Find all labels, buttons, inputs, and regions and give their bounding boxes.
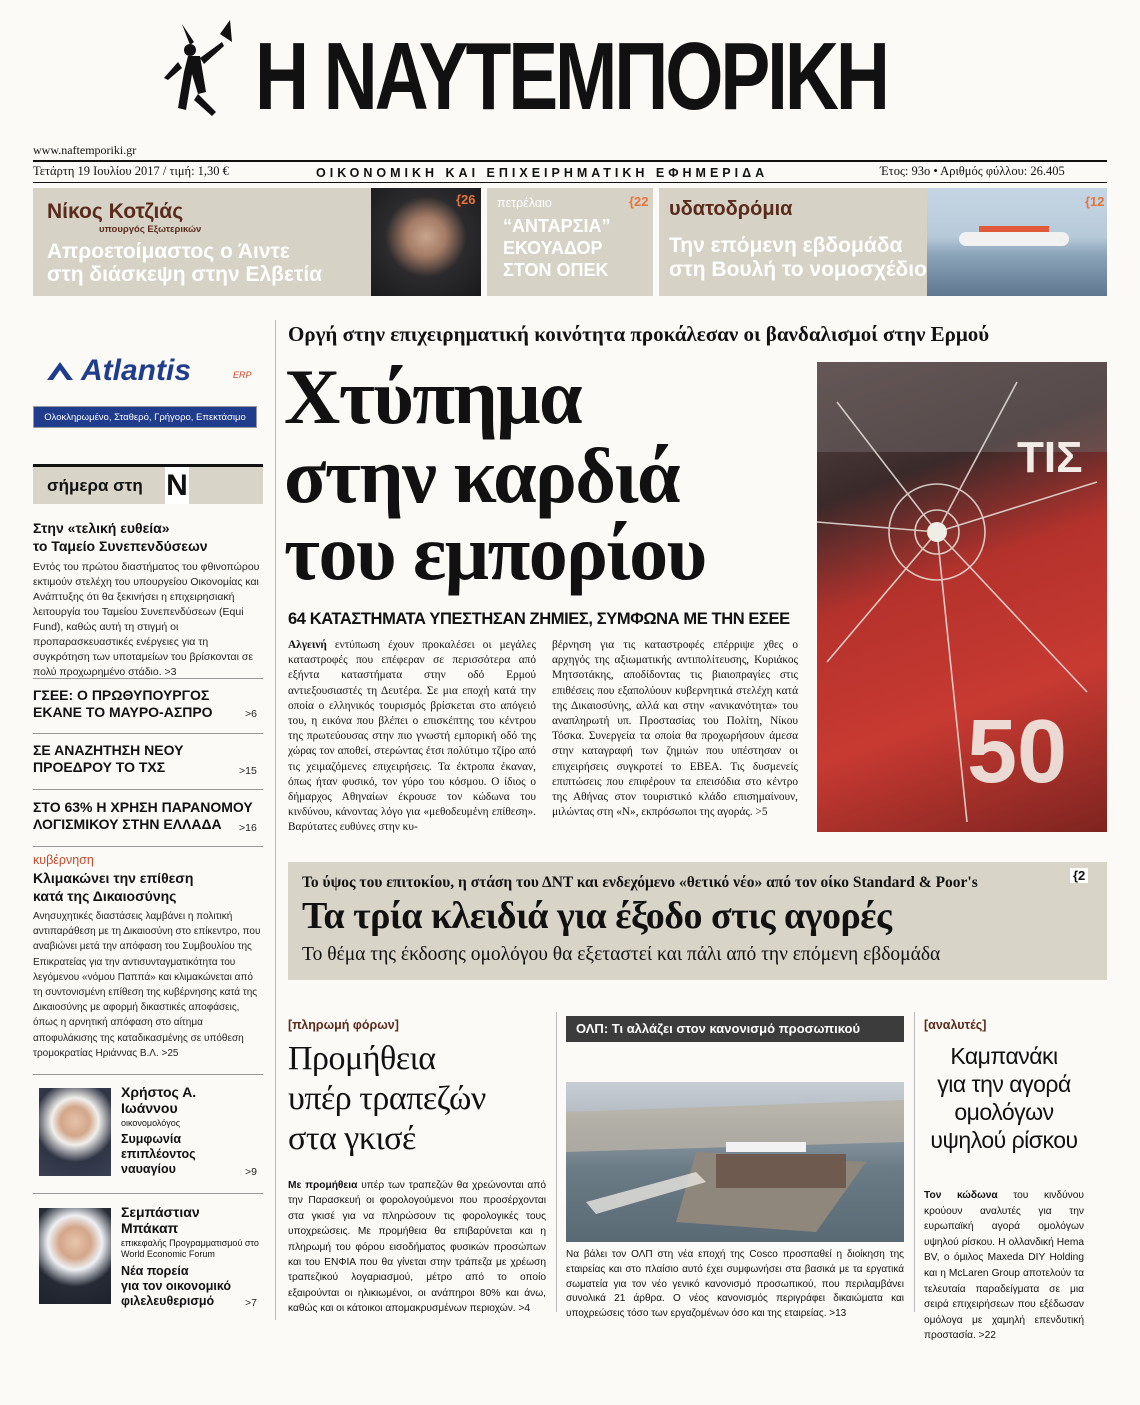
hermes-logo (160, 12, 235, 132)
brief-line: ΠΡΟΕΔΡΟΥ ΤΟ ΤΧΣ (33, 759, 166, 775)
teaser-ref: {26 (456, 192, 476, 207)
teaser-seaplanes[interactable] (659, 188, 1107, 296)
columnist-title: φιλελευθερισμό (121, 1294, 215, 1308)
newspaper-subtitle: ΟΙΚΟΝΟΜΙΚΗ ΚΑΙ ΕΠΙΧΕΙΡΗΜΑΤΙΚΗ ΕΦΗΜΕΡΙΔΑ (316, 166, 769, 180)
columnist-title: Συμφωνία (121, 1132, 182, 1146)
lead-headline[interactable]: του εμπορίου (284, 509, 706, 596)
brief-line: ΕΚΑΝΕ ΤΟ ΜΑΥΡΟ-ΑΣΠΡΟ (33, 704, 213, 720)
lead-text: εντύπωση έχουν προκαλέσει οι μεγάλες καταστροφές που επέφεραν σε περισσότερα από εξήντα καταστήματα στην οδό Ερμού αντιεξουσιαστές τη Δευτέρα. Σε μια εποχή κατά την οποία ο ελληνικός τουρισμός βρίσκεται στο απόγειό του, η εικόνα που βλέπει ο επισκέπτης του κέντρου της πρωτεύουσας στην πιο γνωστή εμπορική οδό της χώρας τον αποθεί, στερώντας έτσι πολύτιμο τζίρο από τις χειμαζόμενες επιχειρήσεις. Τα έκτροπα έκαναν, όπως ήταν φυσικό, τον γύρο του κόσμου. Ο ίδιος ο δήμαρχος Αθηναίων έκρουσε τον κώδωνα του κινδύνου, κάνοντας λόγο για «μεθοδευμένη επίθεση». Βαρύτατες ευθύνες στην κυ- (288, 639, 536, 834)
column-divider (914, 1012, 915, 1312)
teaser-headline: στη Βουλή το νομοσχέδιο (669, 258, 927, 281)
avatar (39, 1088, 111, 1176)
story-body: υπέρ των τραπεζών θα χρεώνονται από την Παρασκευή οι φορολογούμενοι που προσέρχονται στα γκισέ για να πληρώσουν τις φορολογικές τους υποχρεώσεις. Με προμήθεια θα επιβαρύνεται και η πληρωμή του φόρου εισοδήματος φυσικών προσώπων και του ΕΝΦΙΑ που θα γίνεται στην τράπεζα με χρέωση τραπεζικού λογαριασμού, μέτρο από το οποίο εξαιρούνται οι ηλικιωμένοι, οι ανάπηροι 80% και άνω, καθώς και οι κάτοικοι απομακρυσμένων περιοχών. >4 (288, 1180, 546, 1315)
brief-ref: >16 (239, 822, 257, 834)
teaser-headline: Απροετοίμαστος ο Άιντε (47, 240, 290, 263)
divider (33, 789, 263, 790)
story-text (924, 1188, 1084, 1344)
seaplane-wing (979, 226, 1049, 232)
brief-ref: >15 (239, 765, 257, 777)
story-body: του κινδύνου κρούουν αναλυτές για την ευρωπαϊκή αγορά ομολόγων υψηλού ρίσκου. Η ολλανδική Hema BV, ο όμιλος Maxeda DIY Holding και η McLaren Group αποτελούν τα τελευταία παραδείγματα σε μια σειρά επιχειρήσεων που εξέδωσαν ομόλογα με χαμηλή επενδυτική προστασία. >22 (924, 1190, 1084, 1342)
olp-caption: Να βάλει τον ΟΛΠ στη νέα εποχή της Cosco προσπαθεί η διοίκηση της εταιρείας και στο πλαίσιο αυτό έχει συμφωνήσει στα βασικά με τα εργατικά σωματεία για τον νέο γενικό κανονισμό προσωπικού, που περιλαμβάνει συνολικά 21 άρθρα. Ο νέος κανονισμός περιγράφει δικαιώματα και υποχρεώσεις τόσο των εργαζομένων όσο και της εταιρείας. >13 (566, 1249, 904, 1320)
website[interactable]: www.naftemporiki.gr (33, 143, 137, 157)
columnist-ioannou[interactable] (33, 1082, 263, 1186)
divider (33, 733, 263, 734)
markets-kicker: Το ύψος του επιτοκίου, η στάση του ΔΝΤ και ενδεχόμενο «θετικό νέο» από τον οίκο Standard & Poor's (302, 874, 978, 891)
brief-line: ΣΤΟ 63% Η ΧΡΗΣΗ ΠΑΡΑΝΟΜΟΥ (33, 799, 253, 815)
avatar (39, 1208, 111, 1304)
story-headline[interactable]: για την αγορά (937, 1071, 1071, 1097)
teaser-headline: ΣΤΟΝ ΟΠΕΚ (503, 260, 609, 280)
columnist-ref: >7 (245, 1297, 257, 1309)
issue-info: Έτος: 93ο • Αριθμός φύλλου: 26.405 (880, 164, 1065, 178)
brief-line: ΣΕ ΑΝΑΖΗΤΗΣΗ ΝΕΟΥ (33, 742, 184, 758)
masthead-title: Η ΝΑΥΤΕΜΠΟΡΙΚΗ (255, 23, 887, 130)
teaser-headline: στη διάσκεψη στην Ελβετία (47, 263, 323, 286)
lead-word: Τον κώδωνα (924, 1190, 998, 1201)
brief-item[interactable] (33, 687, 263, 727)
today-letter: N (166, 469, 188, 502)
columnist-name: Χρήστος Α. (121, 1084, 197, 1100)
columnist-title: ναυαγίου (121, 1162, 176, 1176)
section-label: [πληρωμή φόρων] (288, 1018, 399, 1032)
markets-band[interactable] (288, 862, 1107, 980)
story-headline[interactable]: υπέρ τραπεζών (288, 1080, 486, 1117)
divider (33, 678, 263, 679)
brief-ref: >6 (245, 708, 257, 720)
olp-port-photo (566, 1082, 904, 1242)
lead-word: Αλγεινή (288, 639, 327, 651)
teaser-label: υδατοδρόμια (669, 198, 793, 220)
sidebar-story-text: Ανησυχητικές διαστάσεις λαμβάνει η πολιτική αντιπαράθεση με τη Δικαιοσύνη στο επίκεντρο, που αναβιώνει μετά την απόφαση του Συμβουλίου της Επικρατείας για την αντισυνταγματικότητα του λεγόμενου «νόμου Παππά» και κλιμακώνεται από τη συντονισμένη επίθεση της κυβέρνησης κατά της Δικαιοσύνης με αφορμή δικαστικές αποφάσεις, όπως η αρνητική απόφαση στο αίτημα αποφυλάκισης της καταδικασμένης σε υπόθεση τρομοκρατίας Ηριάννας Β.Λ. >25 (33, 911, 261, 1059)
brief-item[interactable] (33, 799, 263, 839)
lead-word: Με προμήθεια (288, 1180, 358, 1191)
teaser-name: Νίκος Κοτζιάς (47, 200, 184, 223)
story-headline[interactable]: Καμπανάκι (950, 1043, 1058, 1069)
story-headline[interactable]: υψηλού ρίσκου (930, 1127, 1078, 1153)
lead-kicker: Οργή στην επιχειρηματική κοινότητα προκάλεσαν οι βανδαλισμοί στην Ερμού (288, 322, 990, 346)
svg-text:50: 50 (967, 702, 1068, 802)
sidebar-story-title[interactable]: το Ταμείο Συνεπενδύσεων (33, 538, 208, 554)
columnist-ref: >9 (245, 1166, 257, 1178)
story-headline[interactable]: στα γκισέ (288, 1120, 416, 1157)
markets-headline: Τα τρία κλειδιά για έξοδο στις αγορές (302, 895, 892, 937)
columnist-title: επιπλέοντος (121, 1147, 196, 1161)
teaser-kotzias[interactable] (33, 188, 481, 296)
teaser-role: υπουργός Εξωτερικών (99, 224, 202, 235)
masthead-rule (33, 160, 1107, 162)
markets-ref: {2 (1070, 868, 1088, 883)
story-headline[interactable]: ομολόγων (954, 1099, 1054, 1125)
columnist-name: Μπάκαπ (121, 1220, 179, 1236)
columnist-title: Νέα πορεία (121, 1264, 189, 1278)
columnist-name: Ιωάννου (121, 1100, 178, 1116)
divider (33, 1193, 263, 1194)
sidebar-story-title[interactable]: Κλιμακώνει την επίθεση (33, 870, 194, 886)
teaser-headline: Την επόμενη εβδομάδα (669, 234, 903, 257)
atlantis-ad[interactable] (33, 346, 263, 436)
teaser-ref: {12 (1085, 194, 1105, 209)
section-label: [αναλυτές] (924, 1018, 987, 1032)
sidebar-story-title[interactable]: Στην «τελική ευθεία» (33, 520, 170, 536)
teaser-headline: ΕΚΟΥΑΔΟΡ (503, 238, 603, 258)
markets-sub: Το θέμα της έκδοσης ομολόγου θα εξεταστεί και πάλι από την επόμενη εβδομάδα (302, 944, 941, 965)
teaser-ref: {22 (629, 194, 649, 209)
atlantis-sub: ERP (233, 370, 252, 380)
lead-headline[interactable]: στην καρδιά (284, 432, 680, 519)
divider (33, 846, 263, 847)
columnist-role: επικεφαλής Προγραμματισμού στο World Economic Forum (121, 1238, 259, 1259)
sidebar-divider (275, 320, 276, 1320)
teaser-label: πετρέλαιο (497, 196, 552, 210)
columnist-bakap[interactable] (33, 1202, 263, 1314)
teaser-oil[interactable] (487, 188, 653, 296)
brief-line: ΓΣΕΕ: Ο ΠΡΩΘΥΠΟΥΡΓΟΣ (33, 687, 210, 703)
today-label: σήμερα στη (47, 476, 143, 495)
today-box (33, 464, 263, 504)
lead-column-2: βέρνηση για τις καταστροφές επέρριψε χθες ο αρχηγός της αξιωματικής αντιπολίτευσης, Κυριάκος Μητσοτάκης, αποδίδοντας τις βιαιοπραγίες στις επιθέσεις που εξαπολύουν κυβερνητικά στελέχη κατά της Δικαιοσύνης, αλλά και στην «ανικανότητα» του αναπληρωτή υπ. Προστασίας του Πολίτη, Νίκου Τόσκα. Συνεργεία τα οποία θα προχωρήσουν άμεσα στην καταγραφή των ζημιών που υπέστησαν οι επιχειρήσεις συγκροτεί το ΕΒΕΑ. Τις δυσμενείς επιπτώσεις που επιφέρουν τα επεισόδια στο κέντρο της Αθήνας στον τουριστικό κλάδο επισημαίνουν, μιλώντας στη «Ν», εκπρόσωποι της αγοράς. >5 (552, 639, 798, 819)
story-text (288, 1178, 546, 1317)
section-label: κυβέρνηση (33, 853, 94, 867)
atlantis-logo-icon (45, 360, 75, 382)
columnist-role: οικονομολόγος (121, 1118, 181, 1128)
story-headline[interactable]: Προμήθεια (288, 1040, 436, 1077)
seaplane-body (959, 232, 1069, 246)
brief-item[interactable] (33, 742, 263, 782)
lead-subheadline: 64 ΚΑΤΑΣΤΗΜΑΤΑ ΥΠΕΣΤΗΣΑΝ ΖΗΜΙΕΣ, ΣΥΜΦΩΝΑ ΜΕ ΤΗΝ ΕΣΕΕ (288, 610, 790, 628)
date-price: Τετάρτη 19 Ιουλίου 2017 / τιμή: 1,30 € (33, 164, 229, 178)
sidebar-story-text: Εντός του πρώτου διαστήματος του φθινοπώρου εκτιμούν στελέχη του υπουργείου Οικονομίας και Ανάπτυξης ότι θα ξεκινήσει η επιχειρησιακή λειτουργία του Ταμείου Συνεπενδύσεων (Equi Fund), καθώς αυτή τη στιγμή οι προπαρασκευαστικές ενέργειες για τη συγκρότηση των υποταμείων του βρίσκονται σε πολύ προχωρημένο στάδιο. >3 (33, 561, 260, 678)
lead-column-1 (288, 638, 536, 836)
columnist-name: Σεμπάστιαν (121, 1204, 200, 1220)
sidebar-story-title[interactable]: κατά της Δικαιοσύνης (33, 888, 177, 904)
brief-line: ΛΟΓΙΣΜΙΚΟΥ ΣΤΗΝ ΕΛΛΑΔΑ (33, 816, 222, 832)
atlantis-slogan: Ολοκληρωμένο, Σταθερό, Γρήγορο, Επεκτάσιμο (33, 406, 257, 428)
atlantis-brand: Atlantis (81, 354, 192, 387)
masthead-rule-2 (33, 182, 1107, 183)
divider (33, 1074, 263, 1075)
lead-headline[interactable]: Χτύπημα (284, 353, 582, 440)
svg-text:ΤΙΣ: ΤΙΣ (1017, 433, 1083, 482)
olp-title[interactable]: ΟΛΠ: Τι αλλάζει στον κανονισμό προσωπικού (566, 1016, 904, 1042)
columnist-title: για τον οικονομικό (121, 1279, 232, 1293)
column-divider (556, 1012, 557, 1312)
lead-photo-broken-glass (817, 362, 1107, 832)
teaser-headline: “ΑΝΤΑΡΣΙΑ” (503, 216, 611, 236)
